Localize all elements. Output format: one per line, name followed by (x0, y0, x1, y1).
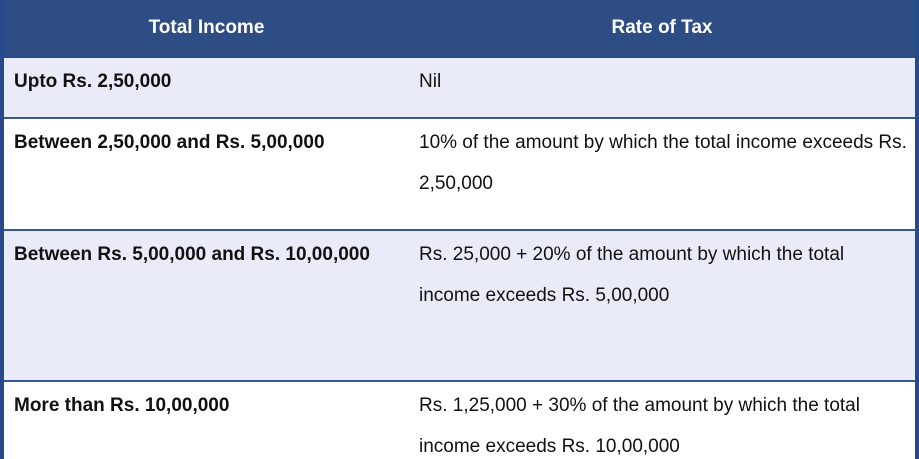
table-row (4, 57, 915, 119)
income-slab-cell: Between Rs. 5,00,000 and Rs. 10,00,000 (4, 230, 409, 381)
header-total-income: Total Income (4, 0, 409, 57)
income-slab-cell: Between 2,50,000 and Rs. 5,00,000 (4, 118, 409, 230)
header-rate-of-tax: Rate of Tax (409, 0, 915, 57)
table-header (4, 0, 915, 57)
tax-rate-cell: Rs. 1,25,000 + 30% of the amount by which the total income exceeds Rs. 10,00,000 (409, 381, 915, 459)
table-row (4, 381, 915, 459)
table-row (4, 118, 915, 230)
income-slab-cell: Upto Rs. 2,50,000 (4, 57, 409, 119)
header-row (4, 0, 915, 57)
table-row (4, 230, 915, 381)
tax-rate-cell: 10% of the amount by which the total income exceeds Rs. 2,50,000 (409, 118, 915, 230)
tax-slab-table (4, 0, 915, 459)
income-slab-cell: More than Rs. 10,00,000 (4, 381, 409, 459)
tax-rate-cell: Rs. 25,000 + 20% of the amount by which the total income exceeds Rs. 5,00,000 (409, 230, 915, 381)
tax-rate-cell: Nil (409, 57, 915, 119)
table-body (4, 57, 915, 459)
